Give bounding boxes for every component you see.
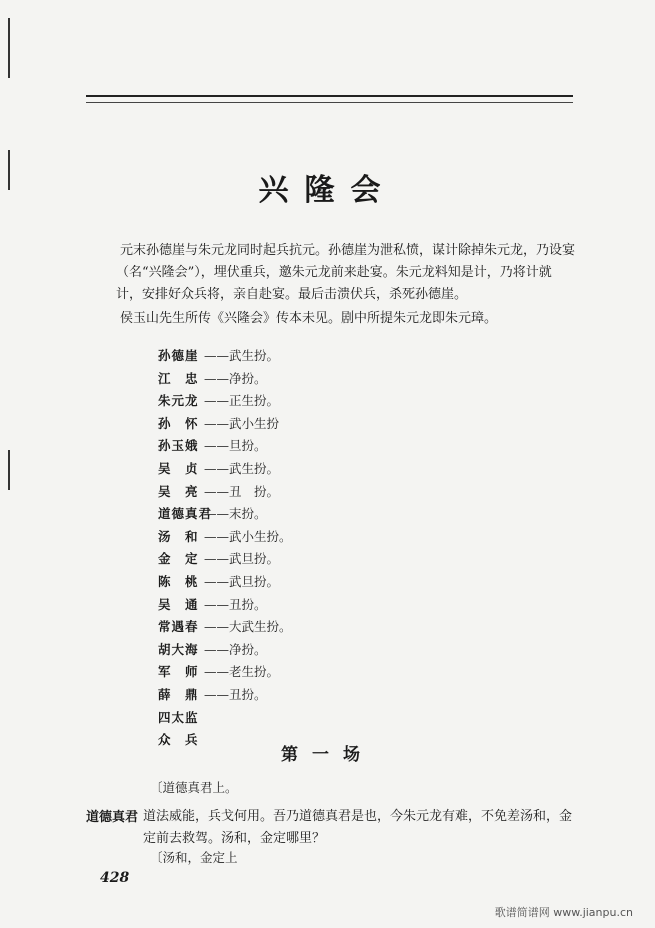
- cast-role: ——丑扮。: [204, 596, 267, 612]
- cast-role: ——武生扮。: [204, 348, 280, 363]
- cast-name: 孙玉娥: [158, 438, 199, 454]
- cast-role: ——武小生扮。: [204, 528, 292, 544]
- cast-name: 朱元龙: [158, 393, 199, 409]
- cast-role: ——武小生扮: [204, 415, 280, 431]
- cast-row: [158, 345, 292, 368]
- cast-role: ——武旦扮。: [204, 573, 280, 589]
- cast-row: [158, 368, 292, 391]
- cast-name: 军 师: [158, 664, 199, 680]
- cast-role: ——老生扮。: [204, 664, 280, 680]
- cast-row: [158, 594, 292, 617]
- cast-name: 江 忠: [158, 370, 199, 386]
- stage-direction-second: 〔汤和，金定上: [150, 850, 238, 865]
- cast-name: 常遇春: [158, 619, 199, 635]
- cast-role: ——末扮。: [204, 506, 267, 522]
- play-title: 兴隆会: [258, 173, 397, 208]
- cast-name: 四太监: [158, 709, 199, 725]
- cast-role: ——丑 扮。: [204, 483, 280, 499]
- speech-text: 道法威能，兵戈何用。吾乃道德真君是也，今朱元龙有难，不免差汤和，金定前去救驾。汤和，金定哪里？: [143, 809, 573, 846]
- cast-name: 胡大海: [158, 641, 199, 657]
- cast-role: ——大武生扮。: [204, 619, 292, 635]
- scene-title: 第一场: [281, 745, 374, 765]
- cast-row: [158, 707, 292, 730]
- synopsis-paragraph-2: 侯玉山先生所传《兴隆会》传本未见。剧中所提朱元龙即朱元璋。: [120, 311, 498, 326]
- cast-name: 道德真君: [158, 506, 213, 522]
- cast-row: [158, 481, 292, 504]
- binding-mark-top: [8, 18, 10, 78]
- cast-role: ——正生扮。: [204, 393, 280, 409]
- cast-row: [158, 684, 292, 707]
- cast-role: ——丑扮。: [204, 686, 267, 702]
- cast-list: [158, 345, 292, 752]
- cast-row: [158, 616, 292, 639]
- cast-row: [158, 639, 292, 662]
- cast-role: ——净扮。: [204, 370, 267, 386]
- synopsis-paragraph-1: 元末孙德崖与朱元龙同时起兵抗元。孙德崖为泄私愤，谋计除掉朱元龙，乃设宴（名“兴隆会”），埋伏重兵，邀朱元龙前来赴宴。朱元龙料知是计，乃将计就计，安排好众兵将，亲自赴宴。最后击溃伏兵，杀死孙德崖。: [116, 243, 576, 302]
- cast-name: 吴 通: [158, 596, 199, 612]
- cast-name: 吴 贞: [158, 460, 199, 476]
- cast-role: ——武旦扮。: [204, 551, 280, 567]
- cast-name: 陈 桃: [158, 573, 199, 589]
- watermark: 歌谱简谱网 www.jianpu.cn: [494, 906, 633, 919]
- cast-role: ——旦扮。: [204, 438, 267, 454]
- cast-row: [158, 390, 292, 413]
- cast-row: [158, 413, 292, 436]
- cast-name: 吴 亮: [158, 483, 199, 499]
- cast-row: [158, 571, 292, 594]
- synopsis: [116, 240, 576, 332]
- cast-name: 众 兵: [158, 732, 199, 748]
- cast-row: [158, 435, 292, 458]
- cast-row: [158, 458, 292, 481]
- cast-row: [158, 526, 292, 549]
- cast-row: [158, 548, 292, 571]
- cast-row: [158, 503, 292, 526]
- speaker-name: 道德真君: [86, 810, 139, 825]
- binding-mark-lower: [8, 450, 10, 490]
- cast-name: 孙德崖: [158, 348, 199, 363]
- cast-name: 金 定: [158, 551, 199, 567]
- cast-name: 孙 怀: [158, 415, 199, 431]
- cast-name: 薛 鼎: [158, 686, 199, 702]
- cast-role: ——武生扮。: [204, 460, 280, 476]
- cast-row: [158, 661, 292, 684]
- header-rule: [86, 95, 573, 103]
- page-number: 428: [100, 870, 130, 886]
- cast-name: 汤 和: [158, 528, 199, 544]
- stage-direction-entrance: 〔道德真君上。: [150, 780, 238, 795]
- cast-role: ——净扮。: [204, 641, 267, 657]
